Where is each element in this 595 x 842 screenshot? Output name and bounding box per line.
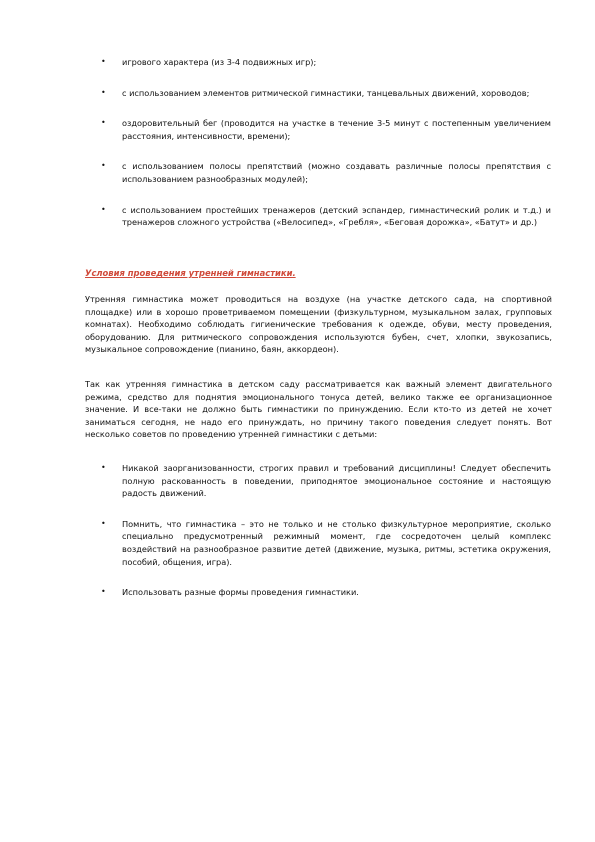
list-item-text: игрового характера (из 3-4 подвижных игр); [122, 57, 317, 67]
list-item-text: Помнить, что гимнастика – это не только и не столько физкультурное мероприятие, сколько специально предусмотренный режимный момент, где сосредоточен целый комплекс воздействий на разнообразное развитие детей (движение, музыка, ритмы, эстетика окружения, пособий, общения, игра). [122, 518, 551, 567]
list-item [98, 56, 551, 69]
list-item [98, 117, 551, 142]
bullet-icon: • [101, 518, 106, 528]
paragraph-conditions: Утренняя гимнастика может проводиться на воздухе (на участке детского сада, на спортивной площадке) или в хорошо проветриваемом помещении (физкультурном, музыкальном залах, групповых комнатах). Необходимо соблюдать гигиенические требования к одежде, обуви, месту проведения, оборудованию. Для ритмического сопровождения используются бубен, счет, хлопки, звукозапись, музыкальное сопровождение (пианино, баян, аккордеон). [85, 294, 552, 355]
bullet-icon: • [101, 204, 106, 214]
list-item-text: с использованием полосы препятствий (можно создавать различные полосы препятствия с использованием разнообразных модулей); [122, 161, 551, 184]
list-item-text: оздоровительный бег (проводится на участке в течение 3-5 минут с постепенным увеличением расстояния, интенсивности, времени); [122, 118, 551, 141]
paragraph-importance: Так как утренняя гимнастика в детском саду рассматривается как важный элемент двигательного режима, средство для поднятия эмоционального тонуса детей, велико также ее организационное значение. И все-таки не должно быть гимнастики по принуждению. Если кто-то из детей не хочет заниматься сегодня, не надо его принуждать, но причину такого поведения следует понять. Вот несколько советов по проведению утренней гимнастики с детьми: [85, 379, 552, 440]
list-item [98, 586, 551, 599]
bullet-icon: • [101, 57, 106, 66]
section-heading: Условия проведения утренней гимнастики. [85, 268, 296, 278]
list-item [98, 160, 551, 185]
bullet-icon: • [101, 161, 106, 171]
bullet-icon: • [101, 463, 106, 472]
list-item-text: Использовать разные формы проведения гимнастики. [122, 587, 359, 598]
list-item-text: с использованием простейших тренажеров (детский эспандер, гимнастический ролик и т.д.) и тренажеров сложного устройства («Велосипед», «Гребля», «Беговая дорожка», «Батут» и др.) [122, 204, 551, 228]
activity-types-list [98, 56, 551, 247]
bullet-icon: • [101, 87, 106, 97]
list-item [98, 204, 551, 229]
list-item [98, 87, 551, 100]
tips-list [98, 462, 551, 617]
list-item-text: Никакой заорганизованности, строгих правил и требований дисциплины! Следует обеспечить полную раскованность в поведении, приподнятое эмоциональное состояние и настоящую радость движений. [122, 463, 551, 499]
bullet-icon: • [101, 118, 106, 128]
list-item-text: с использованием элементов ритмической гимнастики, танцевальных движений, хороводов; [122, 87, 530, 98]
list-item [98, 518, 551, 568]
bullet-icon: • [101, 587, 106, 597]
list-item [98, 462, 551, 500]
